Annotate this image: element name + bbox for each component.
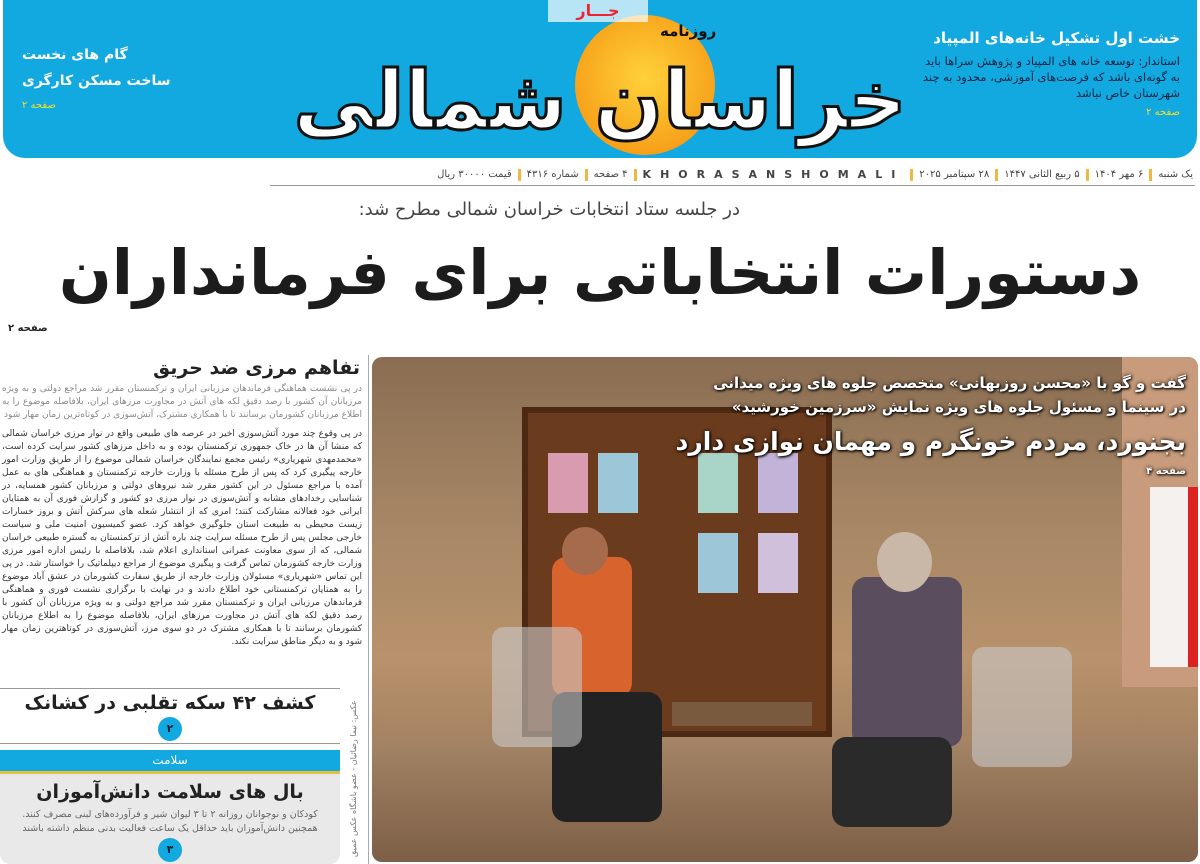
- health-box: [0, 750, 340, 864]
- spacer: [0, 649, 366, 688]
- teaser-olympiad[interactable]: [918, 28, 1180, 119]
- coin-headline[interactable]: کشف ۴۲ سکه تقلبی در کشانک: [24, 692, 316, 714]
- photo-chair: [972, 647, 1072, 767]
- pane: [698, 533, 738, 593]
- teaser-worker-housing[interactable]: [22, 42, 222, 112]
- weekday: یک شنبه: [1158, 169, 1193, 180]
- teaser-title: خشت اول تشکیل خانه‌های المپیاد: [933, 29, 1180, 47]
- photo-cloth: [1150, 487, 1198, 667]
- divider: [995, 169, 998, 181]
- teaser-title-2: ساخت مسکن کارگری: [22, 73, 171, 89]
- photo-headline[interactable]: بجنورد، مردم خونگرم و مهمان نوازی دارد: [675, 427, 1186, 456]
- page-ref: صفحه ۴: [1146, 466, 1186, 477]
- lunar-date: ۵ ربیع الثانی ۱۴۴۷: [1004, 169, 1080, 180]
- issue-number: شماره ۴۳۱۶: [526, 169, 579, 180]
- section-label: سلامت: [0, 750, 340, 774]
- person-head: [877, 532, 932, 592]
- teaser-body: استاندار: توسعه خانه های المپیاد و پژوهش سراها باید به گونه‌ای باشد که فرصت‌های آموزشی، محدود به چند شهرستان خاص نباشد: [922, 54, 1180, 100]
- teaser-title-1: گام های نخست: [22, 47, 128, 63]
- caption-line-2: در سینما و مسئول جلوه های ویژه نمایش «سرزمین خورشید»: [731, 398, 1186, 416]
- article-title[interactable]: تفاهم مرزی ضد حریق: [153, 357, 360, 379]
- page-badge: ۳: [158, 838, 182, 862]
- page-count: ۴ صفحه: [593, 169, 628, 180]
- column-divider: [368, 355, 369, 864]
- photo-caption: [666, 371, 1186, 479]
- person-grey-shirt: [852, 577, 962, 747]
- divider: [585, 169, 588, 181]
- pane: [548, 453, 588, 513]
- photo-chair: [492, 627, 582, 747]
- left-column: [0, 355, 366, 864]
- lead-subhead: در جلسه ستاد انتخابات خراسان شمالی مطرح شد:: [358, 199, 740, 220]
- dateline: [270, 164, 1195, 186]
- newspaper-label: روزنامه: [660, 22, 717, 40]
- solar-date: ۶ مهر ۱۴۰۴: [1094, 169, 1144, 180]
- article-lead: در پی نشست هماهنگی فرماندهان مرزبانی ایران و ترکمنستان مقرر شد مراجع دولتی و به ویژه مرزبانان آن کشور با رصد دقیق لکه های آتش در مجاورت مرزهای ایران، بلافاصله موضوع را به اطلاع مرزبانان کشورمان برسانند تا با همکاری مشترک، آتش‌سوزی در کوتاه‌ترین زمان مهار شود: [2, 384, 362, 420]
- health-title[interactable]: بال های سلامت دانش‌آموزان: [36, 781, 304, 803]
- caption-line-1: گفت و گو با «محسن روزبهانی» متخصص جلوه های ویژه میدانی: [713, 374, 1186, 392]
- page-ref: صفحه ۲: [22, 100, 56, 111]
- page-ref: صفحه ۲: [8, 323, 48, 334]
- person-head: [562, 527, 608, 575]
- divider: [1149, 169, 1152, 181]
- divider: [0, 743, 340, 744]
- photo-ground: [372, 737, 1198, 862]
- pane: [598, 453, 638, 513]
- coin-story: [0, 688, 340, 744]
- page-ref: صفحه ۲: [1146, 107, 1180, 118]
- photo-table: [672, 702, 812, 726]
- person-trousers: [832, 737, 952, 827]
- article-body: در پی وقوع چند مورد آتش‌سوزی اخیر در عرصه های طبیعی واقع در نوار مرزی خراسان شمالی که منشا آن ها در خاک جمهوری ترکمنستان بوده و به داخل مرزهای کشور سرایت کرده است، «محمدمهدی شهریاری» رئیس مجمع نمایندگان خراسان شمالی موضوع را از طریق وزارت امور خارجه پیگیری کرد که پس از طرح مسئله با وزارت خارجه ترکمنستان و هماهنگی های به عمل آمده با مراجع مسئول در این کشور مقرر شد نیروهای دولتی و مرزبانان کشور همسایه، در شناسایی رخدادهای مشابه و آتش‌سوزی در نوار مرزی دو کشور و گزارش فوری آن به همتایان ایرانی خود فعالانه مشارکت کنند؛ امری که از انتشار شعله های سرکش آتش و بروز خسارات زیست محیطی به طبیعت استان جلوگیری خواهد کرد. عضو کمیسیون امنیت ملی و سیاست خارجی مجلس پس از طرح مسئله سرایت چند باره آتش از ترکمنستان به گستره طبیعی خراسان شمالی، که از سوی معاونت عمرانی استانداری اعلام شد، بلافاصله با رئیس اداره امور مرزی وزارت خارجه کشورمان تماس گرفت و پیگیری موضوع از مراجع دیپلماتیک را خواستار شد. در پی این تماس «شهریاری» مسئولان وزارت خارجه از طریق سفارت کشورمان در عشق آباد موضوع را به همتایان ترکمنستانی خود اطلاع دادند و در نهایت با برگزاری نشست فوری و هماهنگی فرماندهان مرزبانی ایران و ترکمنستان مقرر شد مراجع دولتی و به ویژه مرزبانان آن کشور با رصد دقیق لکه های آتش در مجاورت مرزهای ایران، بلافاصله موضوع را به اطلاع مرزبانان کشورمان برسانند تا با همکاری مشترک در دو سوی مرز، آتش‌سوزی در کوتاهترین زمان مهار شود و به دیگر مناطق سرایت نکند.: [2, 429, 362, 647]
- pane: [758, 533, 798, 593]
- photo-credit: عکس: نیما رضائیان - عضو باشگاه عکس عمیق: [349, 700, 358, 857]
- divider: [634, 169, 637, 181]
- price: قیمت ۳۰۰۰۰ ریال: [437, 169, 512, 180]
- divider: [910, 169, 913, 181]
- watermark: جـــار: [548, 0, 648, 22]
- divider: [518, 169, 521, 181]
- health-body-2: همچنین دانش‌آموزان باید حداقل یک ساعت فعالیت بدنی منظم داشته باشند: [22, 823, 318, 834]
- divider: [1086, 169, 1089, 181]
- english-name: KHORASANSHOMALI: [642, 168, 905, 181]
- page-badge: ۲: [158, 717, 182, 741]
- health-body: [0, 808, 340, 836]
- newspaper-logo: خراسان شمالی: [293, 54, 907, 147]
- health-body-1: کودکان و نوجوانان روزانه ۲ تا ۳ لیوان شیر و فرآورده‌های لبنی مصرف کنند.: [22, 809, 318, 820]
- feature-photo[interactable]: [372, 357, 1198, 862]
- gregorian-date: ۲۸ سپتامبر ۲۰۲۵: [919, 169, 990, 180]
- lead-headline[interactable]: دستورات انتخاباتی برای فرمانداران: [58, 236, 1142, 309]
